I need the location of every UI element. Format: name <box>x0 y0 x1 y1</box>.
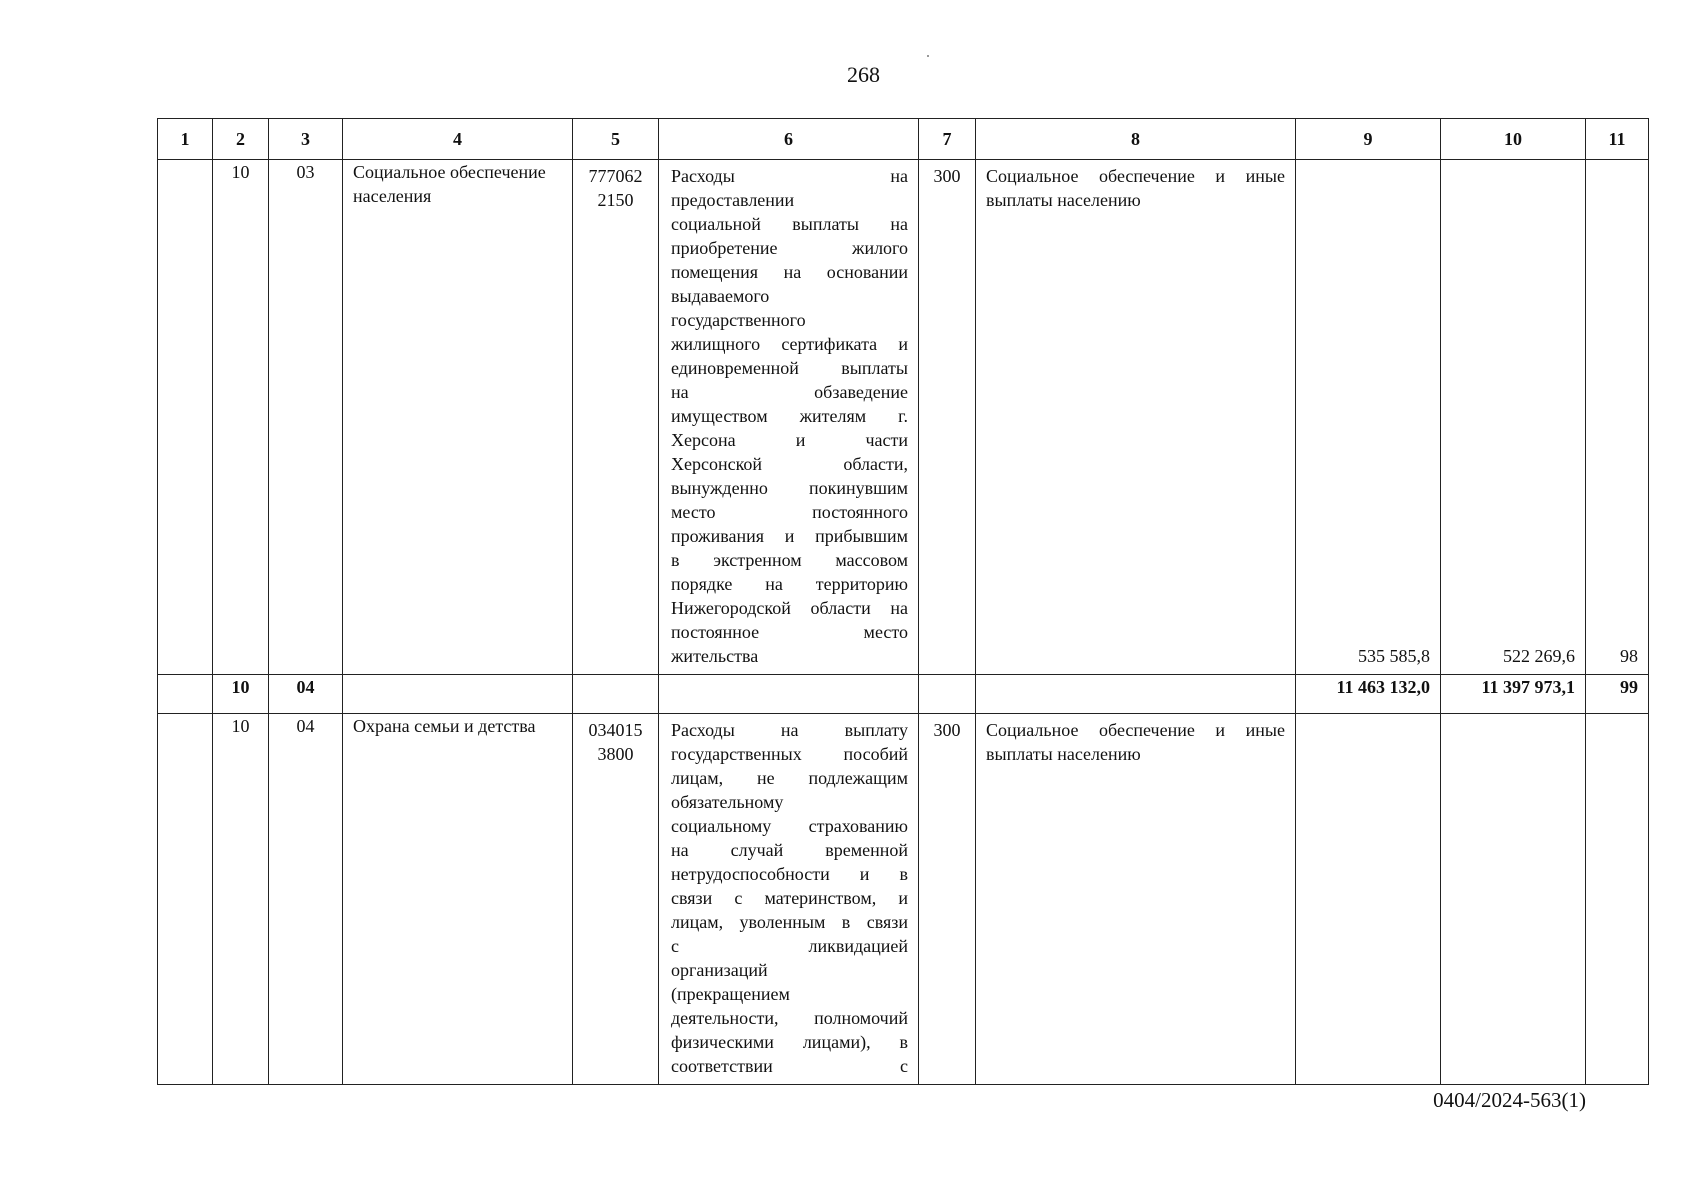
cell-percent: 99 <box>1586 675 1649 714</box>
cell-expense-type: 300 <box>919 160 976 675</box>
description-line: организаций <box>671 960 768 980</box>
cell-subsection: 03 <box>269 160 343 675</box>
header-col-5: 5 <box>573 119 659 160</box>
header-col-3: 3 <box>269 119 343 160</box>
cell-planned-amount <box>1296 714 1441 1085</box>
description-line: деятельности, полномочий <box>671 1008 908 1028</box>
cell-target-code: 034015 3800 <box>573 714 659 1085</box>
header-col-9: 9 <box>1296 119 1441 160</box>
header-col-2: 2 <box>213 119 269 160</box>
cell-actual-amount: 11 397 973,1 <box>1441 675 1586 714</box>
cell-subsection: 04 <box>269 714 343 1085</box>
description-line: (прекращением <box>671 984 790 1004</box>
scan-speck <box>927 55 929 57</box>
description-line: выдаваемого <box>671 286 770 306</box>
description-line: физическими лицами), в <box>671 1032 908 1052</box>
description-line: Херсонской области, <box>671 454 908 474</box>
description-line: государственного <box>671 310 806 330</box>
description-line: с ликвидацией <box>671 936 908 956</box>
cell-section: 10 <box>213 714 269 1085</box>
cell-description <box>659 160 919 675</box>
cell-col-1 <box>158 714 213 1085</box>
description-line: предоставлении <box>671 190 795 210</box>
description-line: жительства <box>671 646 759 666</box>
description-line: лицам, уволенным в связи <box>671 912 908 932</box>
description-line: социальной выплаты на <box>671 214 908 234</box>
cell-section: 10 <box>213 675 269 714</box>
cell-planned-amount: 11 463 132,0 <box>1296 675 1441 714</box>
header-row <box>158 119 1649 160</box>
table-row <box>158 714 1649 1085</box>
description-line: соответствии с <box>671 1056 908 1076</box>
description-line: обязательному <box>671 792 784 812</box>
cell-subsection-name: Социальное обеспечение населения <box>343 160 573 675</box>
description-line: на обзаведение <box>671 382 908 402</box>
description-line: единовременной выплаты <box>671 358 908 378</box>
header-col-4: 4 <box>343 119 573 160</box>
cell-expense-name: Социальное обеспечение и иные выплаты населению <box>976 714 1296 1085</box>
description-line: вынужденно покинувшим <box>671 478 908 498</box>
cell-subsection-name: Охрана семьи и детства <box>343 714 573 1085</box>
cell-subsection: 04 <box>269 675 343 714</box>
description-line: приобретение жилого <box>671 238 908 258</box>
header-col-10: 10 <box>1441 119 1586 160</box>
cell-actual-amount: 522 269,6 <box>1441 160 1586 675</box>
header-col-1: 1 <box>158 119 213 160</box>
cell-col-1 <box>158 675 213 714</box>
cell-expense-type: 300 <box>919 714 976 1085</box>
cell-expense-name: Социальное обеспечение и иные выплаты населению <box>976 160 1296 675</box>
description-line: Расходы на выплату <box>671 720 908 740</box>
cell-col-1 <box>158 160 213 675</box>
header-col-8: 8 <box>976 119 1296 160</box>
cell-section: 10 <box>213 160 269 675</box>
cell-description <box>659 675 919 714</box>
description-line: порядке на территорию <box>671 574 908 594</box>
cell-target-code: 777062 2150 <box>573 160 659 675</box>
cell-expense-type <box>919 675 976 714</box>
page-number: 268 <box>847 62 880 87</box>
cell-percent <box>1586 714 1649 1085</box>
description-line: социальному страхованию <box>671 816 908 836</box>
cell-description <box>659 714 919 1085</box>
cell-subsection-name <box>343 675 573 714</box>
document-code: 0404/2024-563(1) <box>1433 1088 1586 1112</box>
budget-table <box>157 118 1649 1085</box>
cell-actual-amount <box>1441 714 1586 1085</box>
description-line: Нижегородской области на <box>671 598 908 618</box>
cell-percent: 98 <box>1586 160 1649 675</box>
header-col-7: 7 <box>919 119 976 160</box>
description-line: помещения на основании <box>671 262 908 282</box>
description-line: нетрудоспособности и в <box>671 864 908 884</box>
description-line: Херсона и части <box>671 430 908 450</box>
cell-expense-name <box>976 675 1296 714</box>
table-row <box>158 160 1649 675</box>
description-line: государственных пособий <box>671 744 908 764</box>
description-line: имуществом жителям г. <box>671 406 908 426</box>
description-line: на случай временной <box>671 840 908 860</box>
header-col-11: 11 <box>1586 119 1649 160</box>
cell-planned-amount: 535 585,8 <box>1296 160 1441 675</box>
description-line: проживания и прибывшим <box>671 526 908 546</box>
description-line: лицам, не подлежащим <box>671 768 908 788</box>
description-line: место постоянного <box>671 502 908 522</box>
table-row <box>158 675 1649 714</box>
description-line: Расходы на <box>671 166 908 186</box>
description-line: жилищного сертификата и <box>671 334 908 354</box>
description-line: связи с материнством, и <box>671 888 908 908</box>
description-line: постоянное место <box>671 622 908 642</box>
description-line: в экстренном массовом <box>671 550 908 570</box>
header-col-6: 6 <box>659 119 919 160</box>
cell-target-code <box>573 675 659 714</box>
